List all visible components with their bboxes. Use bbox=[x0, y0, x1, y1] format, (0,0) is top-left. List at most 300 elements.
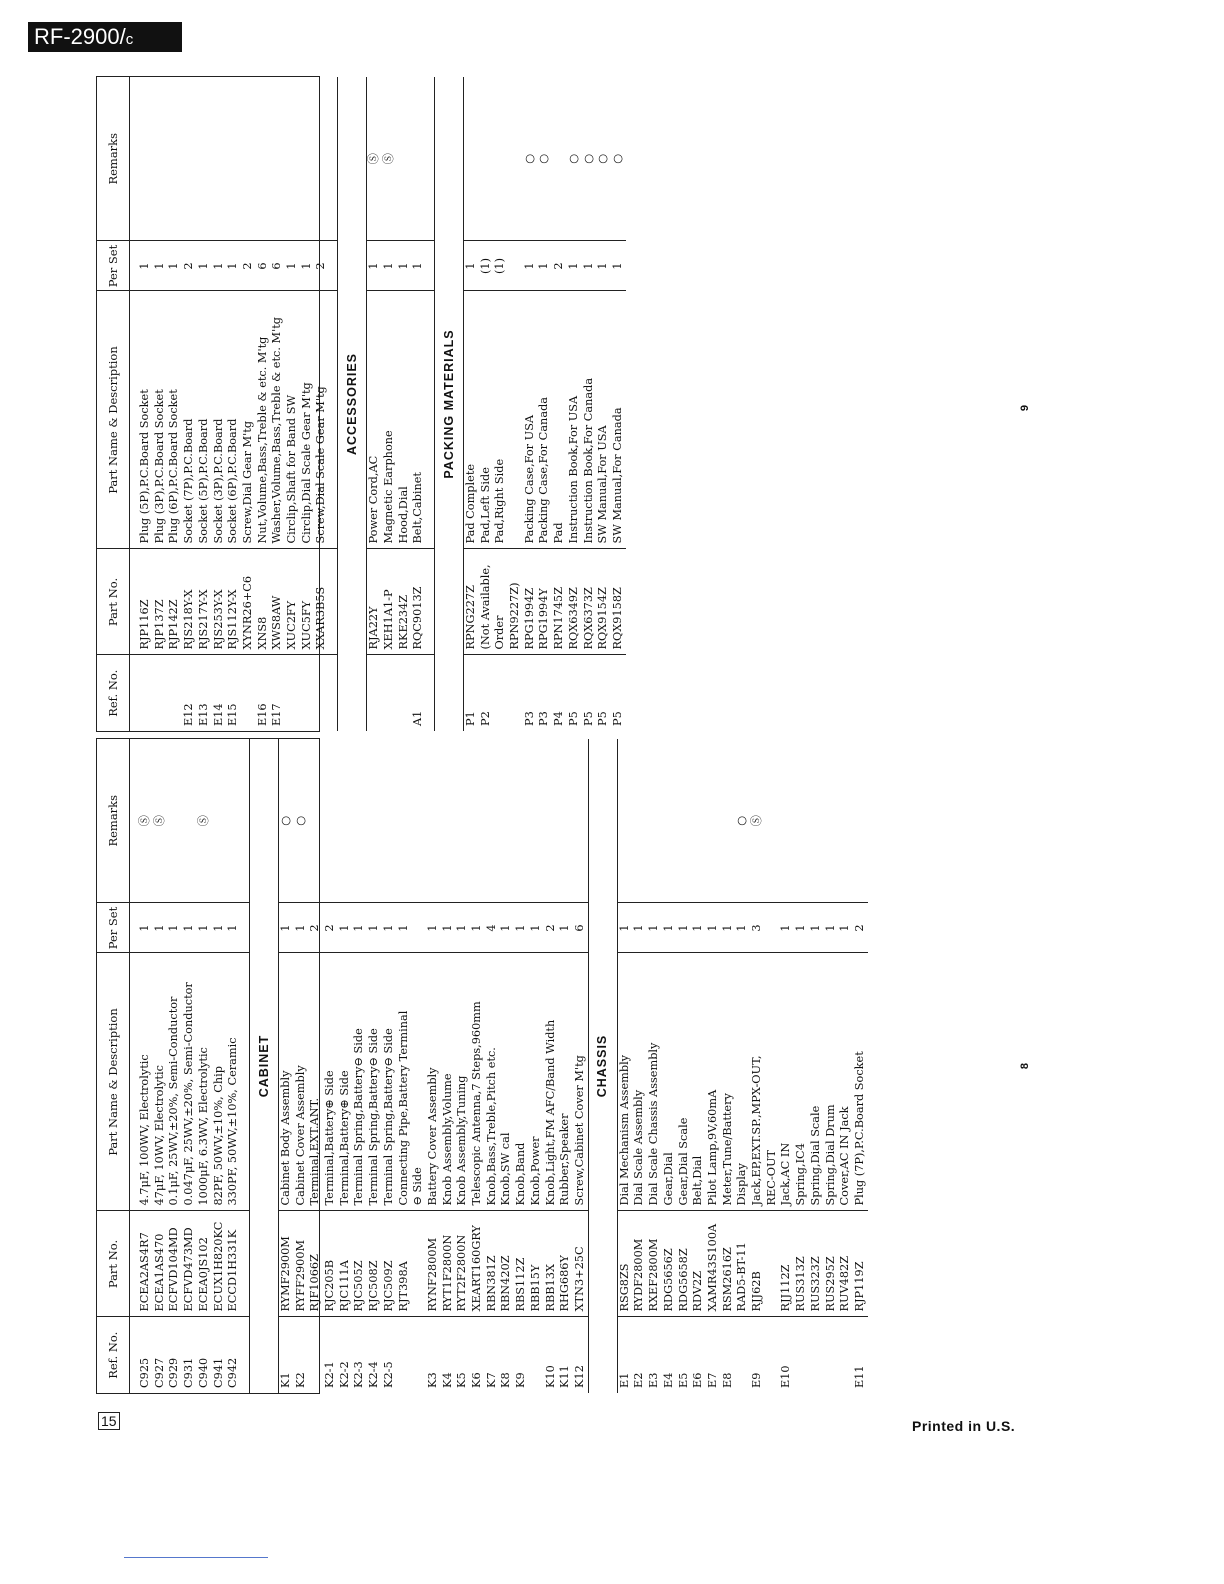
spacer-cell bbox=[329, 291, 338, 549]
part-no-cell: RQC9013Z bbox=[411, 549, 426, 655]
description-cell: Knob,SW cal bbox=[499, 953, 514, 1211]
part-no-cell: RHG686Y bbox=[558, 1211, 573, 1317]
description-cell: Knob,Light,FM AFC/Band Width bbox=[544, 953, 559, 1211]
ref-cell bbox=[241, 655, 256, 731]
description-cell: Plug (5P),P.C.Board Socket bbox=[138, 291, 153, 549]
ref-cell bbox=[300, 655, 315, 731]
remarks-cell bbox=[485, 739, 500, 903]
part-no-cell: RDG5658Z bbox=[677, 1211, 692, 1317]
part-no-cell: RJS112Y-X bbox=[226, 549, 241, 655]
ref-cell: E13 bbox=[197, 655, 212, 731]
part-no-cell: RJP137Z bbox=[153, 549, 168, 655]
per-set-cell: 1 bbox=[470, 903, 485, 953]
ref-cell bbox=[367, 655, 382, 731]
per-set-cell: 1 bbox=[611, 241, 626, 291]
per-set-cell: 1 bbox=[558, 903, 573, 953]
table-row bbox=[853, 739, 868, 1393]
left-parts-panel bbox=[96, 738, 866, 1394]
description-cell: Power Cord,AC bbox=[367, 291, 382, 549]
page-box: 15 bbox=[98, 1412, 120, 1430]
spacer-cell bbox=[130, 903, 139, 953]
description-cell: Knob,Band bbox=[514, 953, 529, 1211]
part-no-cell: ECUX1H820KC bbox=[212, 1211, 227, 1317]
description-cell: Terminal Spring,Battery⊖ Side bbox=[352, 953, 367, 1211]
ref-cell bbox=[167, 655, 182, 731]
remarks-cell bbox=[308, 739, 323, 903]
per-set-cell: 1 bbox=[300, 241, 315, 291]
description-cell: Instruction Book,For Canada bbox=[582, 291, 597, 549]
remarks-cell: ○ bbox=[566, 153, 580, 164]
part-no-cell: RJC508Z bbox=[367, 1211, 382, 1317]
table-row bbox=[226, 739, 241, 1393]
description-cell: ⊖ Side bbox=[411, 953, 426, 1211]
description-cell: Screw,Cabinet Cover M'tg bbox=[573, 953, 588, 1211]
col-part: Part No. bbox=[97, 549, 130, 655]
table-row bbox=[750, 739, 765, 1393]
ref-cell bbox=[285, 655, 300, 731]
description-cell: 330PF, 50WV,±10%, Ceramic bbox=[226, 953, 241, 1211]
description-cell: Pad,Right Side bbox=[493, 291, 508, 549]
description-cell: Spring,Dial Scale bbox=[809, 953, 824, 1211]
per-set-cell: 1 bbox=[691, 903, 706, 953]
spacer-row bbox=[426, 77, 435, 731]
per-set-cell: 1 bbox=[226, 903, 241, 953]
ref-cell: E17 bbox=[270, 655, 285, 731]
part-no-cell: RUV482Z bbox=[838, 1211, 853, 1317]
ref-cell: E10 bbox=[779, 1317, 794, 1393]
ref-cell: P5 bbox=[567, 655, 582, 731]
divider-line bbox=[124, 1557, 268, 1558]
table-row bbox=[582, 77, 597, 731]
remarks-cell bbox=[809, 739, 824, 903]
remarks-cell: ○ bbox=[735, 815, 749, 826]
remarks-cell: ○ bbox=[581, 153, 595, 164]
description-cell: Terminal Spring,Battery⊖ Side bbox=[367, 953, 382, 1211]
description-cell: Socket (6P),P.C.Board bbox=[226, 291, 241, 549]
remarks-cell bbox=[463, 77, 478, 241]
part-no-cell: RJS218Y-X bbox=[182, 549, 197, 655]
remarks-cell bbox=[552, 77, 567, 241]
ref-cell: E5 bbox=[677, 1317, 692, 1393]
description-cell: Socket (5P),P.C.Board bbox=[197, 291, 212, 549]
col-remarks: Remarks bbox=[97, 739, 130, 903]
ref-cell bbox=[308, 1317, 323, 1393]
spacer-cell bbox=[241, 1317, 250, 1393]
part-no-cell: RJC111A bbox=[338, 1211, 353, 1317]
model-header: RF-2900/c bbox=[28, 22, 182, 52]
per-set-cell: 1 bbox=[721, 903, 736, 953]
part-no-cell: RJP116Z bbox=[138, 549, 153, 655]
part-no-cell: RPG1994Y bbox=[537, 549, 552, 655]
description-cell: Nut,Volume,Bass,Treble & etc. M'tg bbox=[256, 291, 271, 549]
ref-cell: K2-4 bbox=[367, 1317, 382, 1393]
spacer-cell bbox=[130, 739, 139, 903]
part-no-cell: XXAR3B5S bbox=[314, 549, 329, 655]
part-no-cell: RYFF2900M bbox=[294, 1211, 309, 1317]
description-cell: Gear,Dial bbox=[662, 953, 677, 1211]
description-cell: Battery Cover Assembly bbox=[426, 953, 441, 1211]
description-cell: 0.1μF, 25WV,±20%, Semi-Conductor bbox=[167, 953, 182, 1211]
description-cell: Jack,AC IN bbox=[779, 953, 794, 1211]
spacer-row bbox=[130, 77, 139, 731]
remarks-cell bbox=[153, 77, 168, 241]
per-set-cell: 1 bbox=[523, 241, 538, 291]
spacer-cell bbox=[329, 549, 338, 655]
ref-cell: P3 bbox=[523, 655, 538, 731]
part-no-cell: RYT2F2800N bbox=[455, 1211, 470, 1317]
table-row bbox=[508, 77, 523, 731]
part-no-cell: RDV2Z bbox=[691, 1211, 706, 1317]
table-row bbox=[691, 739, 706, 1393]
ref-cell: K11 bbox=[558, 1317, 573, 1393]
part-no-cell: RKE234Z bbox=[397, 549, 412, 655]
table-row bbox=[573, 739, 588, 1393]
per-set-cell: 1 bbox=[212, 903, 227, 953]
table-row bbox=[824, 739, 839, 1393]
ref-cell bbox=[153, 655, 168, 731]
per-set-cell: 1 bbox=[226, 241, 241, 291]
table-row bbox=[632, 739, 647, 1393]
ref-cell: P5 bbox=[611, 655, 626, 731]
remarks-cell bbox=[300, 77, 315, 241]
remarks-cell: ○ bbox=[537, 153, 551, 164]
description-cell: Belt,Dial bbox=[691, 953, 706, 1211]
per-set-cell bbox=[411, 903, 426, 953]
part-no-cell: XUC2FY bbox=[285, 549, 300, 655]
per-set-cell: 1 bbox=[794, 903, 809, 953]
table-row bbox=[558, 739, 573, 1393]
per-set-cell: (1) bbox=[479, 241, 494, 291]
table-row bbox=[779, 739, 794, 1393]
remarks-cell bbox=[167, 739, 182, 903]
remarks-cell bbox=[212, 739, 227, 903]
ref-cell: P2 bbox=[479, 655, 494, 731]
table-row bbox=[323, 739, 338, 1393]
per-set-cell: 4 bbox=[485, 903, 500, 953]
remarks-cell bbox=[411, 77, 426, 241]
part-no-cell: RJC505Z bbox=[352, 1211, 367, 1317]
ref-cell: P4 bbox=[552, 655, 567, 731]
table-row bbox=[382, 77, 397, 731]
part-no-cell: ECCD1H331K bbox=[226, 1211, 241, 1317]
per-set-cell: 1 bbox=[779, 903, 794, 953]
spacer-cell bbox=[426, 655, 435, 731]
spacer-cell bbox=[241, 739, 250, 903]
part-no-cell: (Not Available, bbox=[479, 549, 494, 655]
spacer-cell bbox=[241, 1211, 250, 1317]
remarks-cell: ○ bbox=[522, 153, 536, 164]
table-row bbox=[677, 739, 692, 1393]
ref-cell bbox=[493, 655, 508, 731]
per-set-cell: 1 bbox=[285, 241, 300, 291]
spacer-cell bbox=[130, 549, 139, 655]
description-cell: Plug (7P),P.C.Board Socket bbox=[853, 953, 868, 1211]
remarks-cell: ○ bbox=[278, 815, 292, 826]
section-title: CABINET bbox=[249, 739, 278, 1393]
ref-cell bbox=[735, 1317, 750, 1393]
per-set-cell: 2 bbox=[308, 903, 323, 953]
ref-cell: P3 bbox=[537, 655, 552, 731]
page-number-right: 9 bbox=[1019, 404, 1032, 412]
part-no-cell: RYDF2800M bbox=[632, 1211, 647, 1317]
ref-cell bbox=[794, 1317, 809, 1393]
printed-in: Printed in U.S. bbox=[912, 1418, 1016, 1434]
spacer-cell bbox=[426, 291, 435, 549]
description-cell: Hood,Dial bbox=[397, 291, 412, 549]
table-row bbox=[241, 77, 256, 731]
description-cell: Rubber,Speaker bbox=[558, 953, 573, 1211]
col-desc: Part Name & Description bbox=[97, 291, 130, 549]
per-set-cell: 1 bbox=[382, 241, 397, 291]
per-set-cell bbox=[765, 903, 780, 953]
table-row bbox=[721, 739, 736, 1393]
table-row bbox=[138, 739, 153, 1393]
per-set-cell: 1 bbox=[338, 903, 353, 953]
per-set-cell: 2 bbox=[552, 241, 567, 291]
part-no-cell: XNS8 bbox=[256, 549, 271, 655]
description-cell: Packing Case,For Canada bbox=[537, 291, 552, 549]
per-set-cell: 1 bbox=[153, 241, 168, 291]
col-remarks: Remarks bbox=[97, 77, 130, 241]
table-row bbox=[479, 77, 494, 731]
ref-cell: K7 bbox=[485, 1317, 500, 1393]
section-chassis bbox=[588, 739, 617, 1393]
ref-cell: K1 bbox=[278, 1317, 293, 1393]
per-set-cell: 1 bbox=[567, 241, 582, 291]
description-cell: Belt,Cabinet bbox=[411, 291, 426, 549]
table-row bbox=[596, 77, 611, 731]
part-no-cell: RUS313Z bbox=[794, 1211, 809, 1317]
parts-table-right bbox=[97, 77, 626, 731]
remarks-cell bbox=[508, 77, 523, 241]
per-set-cell: 1 bbox=[838, 903, 853, 953]
part-no-cell: RJS253Y-X bbox=[212, 549, 227, 655]
ref-cell: E16 bbox=[256, 655, 271, 731]
table-row bbox=[382, 739, 397, 1393]
remarks-cell bbox=[212, 77, 227, 241]
per-set-cell: 1 bbox=[582, 241, 597, 291]
part-no-cell: RPN1745Z bbox=[552, 549, 567, 655]
remarks-cell bbox=[706, 739, 721, 903]
description-cell bbox=[508, 291, 523, 549]
table-row bbox=[537, 77, 552, 731]
per-set-cell: 1 bbox=[441, 903, 456, 953]
per-set-cell: 1 bbox=[647, 903, 662, 953]
per-set-cell bbox=[508, 241, 523, 291]
table-row bbox=[838, 739, 853, 1393]
remarks-cell bbox=[167, 77, 182, 241]
part-no-cell: RSM2616Z bbox=[721, 1211, 736, 1317]
remarks-cell bbox=[573, 739, 588, 903]
description-cell: Pad bbox=[552, 291, 567, 549]
ref-cell: E11 bbox=[853, 1317, 868, 1393]
per-set-cell: 6 bbox=[270, 241, 285, 291]
description-cell: Meter,Tune/Battery bbox=[721, 953, 736, 1211]
per-set-cell: 1 bbox=[514, 903, 529, 953]
per-set-cell: 1 bbox=[824, 903, 839, 953]
spacer-cell bbox=[329, 655, 338, 731]
ref-cell: E2 bbox=[632, 1317, 647, 1393]
ref-cell: E6 bbox=[691, 1317, 706, 1393]
description-cell: 1000μF, 6.3WV, Electrolytic bbox=[197, 953, 212, 1211]
table-row bbox=[441, 739, 456, 1393]
part-no-cell: RJF1066Z bbox=[308, 1211, 323, 1317]
description-cell: Spring,IC4 bbox=[794, 953, 809, 1211]
description-cell: Cover,AC IN Jack bbox=[838, 953, 853, 1211]
part-no-cell: RYMF2900M bbox=[278, 1211, 293, 1317]
page-number-left: 8 bbox=[1019, 1062, 1032, 1070]
description-cell: Connecting Pipe,Battery Terminal bbox=[397, 953, 412, 1211]
per-set-cell: 1 bbox=[596, 241, 611, 291]
remarks-cell bbox=[397, 77, 412, 241]
remarks-cell bbox=[226, 739, 241, 903]
description-cell: Cabinet Body Assembly bbox=[278, 953, 293, 1211]
remarks-cell: Ⓢ bbox=[138, 815, 151, 827]
description-cell: REC-OUT bbox=[765, 953, 780, 1211]
remarks-cell bbox=[529, 739, 544, 903]
part-no-cell: XTN3+25C bbox=[573, 1211, 588, 1317]
table-row bbox=[647, 739, 662, 1393]
part-no-cell: RQX6349Z bbox=[567, 549, 582, 655]
per-set-cell: 1 bbox=[463, 241, 478, 291]
table-row bbox=[552, 77, 567, 731]
remarks-cell bbox=[182, 739, 197, 903]
description-cell: Terminal Spring,Battery⊖ Side bbox=[382, 953, 397, 1211]
ref-cell: C941 bbox=[212, 1317, 227, 1393]
table-row bbox=[529, 739, 544, 1393]
table-row bbox=[138, 77, 153, 731]
part-no-cell: XUC5FY bbox=[300, 549, 315, 655]
table-row bbox=[426, 739, 441, 1393]
description-cell: SW Manual,For Canada bbox=[611, 291, 626, 549]
part-no-cell: ECEA1AS470 bbox=[153, 1211, 168, 1317]
description-cell: Knob Assembly,Tuning bbox=[455, 953, 470, 1211]
remarks-cell bbox=[558, 739, 573, 903]
spacer-row bbox=[241, 739, 250, 1393]
remarks-cell bbox=[352, 739, 367, 903]
table-row bbox=[493, 77, 508, 731]
per-set-cell: 1 bbox=[617, 903, 632, 953]
part-no-cell: RYT1F2800N bbox=[441, 1211, 456, 1317]
description-cell: Dial Scale Assembly bbox=[632, 953, 647, 1211]
remarks-cell bbox=[241, 77, 256, 241]
description-cell: Packing Case,For USA bbox=[523, 291, 538, 549]
ref-cell bbox=[382, 655, 397, 731]
ref-cell: K10 bbox=[544, 1317, 559, 1393]
description-cell: Pad Complete bbox=[463, 291, 478, 549]
part-no-cell: RJJ62B bbox=[750, 1211, 765, 1317]
section-title: ACCESSORIES bbox=[338, 77, 367, 731]
table-row bbox=[300, 77, 315, 731]
table-row bbox=[182, 739, 197, 1393]
ref-cell: K2-2 bbox=[338, 1317, 353, 1393]
spacer-row bbox=[329, 77, 338, 731]
remarks-cell bbox=[256, 77, 271, 241]
table-row bbox=[212, 739, 227, 1393]
part-no-cell: XEH1A1-P bbox=[382, 549, 397, 655]
remarks-cell bbox=[779, 739, 794, 903]
ref-cell: P1 bbox=[463, 655, 478, 731]
ref-cell: C931 bbox=[182, 1317, 197, 1393]
per-set-cell: 2 bbox=[323, 903, 338, 953]
ref-cell bbox=[397, 655, 412, 731]
remarks-cell bbox=[197, 77, 212, 241]
part-no-cell: ECFVD473MD bbox=[182, 1211, 197, 1317]
per-set-cell: 1 bbox=[382, 903, 397, 953]
remarks-cell bbox=[824, 739, 839, 903]
per-set-cell: 1 bbox=[367, 241, 382, 291]
remarks-cell bbox=[470, 739, 485, 903]
remarks-cell bbox=[479, 77, 494, 241]
ref-cell bbox=[508, 655, 523, 731]
per-set-cell: 1 bbox=[706, 903, 721, 953]
table-row bbox=[270, 77, 285, 731]
ref-cell: K2-3 bbox=[352, 1317, 367, 1393]
remarks-cell: ○ bbox=[596, 153, 610, 164]
description-cell: Jack,EP,EXT.SP.,MPX-OUT, bbox=[750, 953, 765, 1211]
table-row bbox=[411, 77, 426, 731]
section-packing bbox=[434, 77, 463, 731]
remarks-cell bbox=[677, 739, 692, 903]
ref-cell: E3 bbox=[647, 1317, 662, 1393]
ref-cell bbox=[765, 1317, 780, 1393]
table-row bbox=[352, 739, 367, 1393]
description-cell: Plug (6P),P.C.Board Socket bbox=[167, 291, 182, 549]
per-set-cell: 1 bbox=[352, 903, 367, 953]
description-cell: Circlip,Dial Scale Gear M'tg bbox=[300, 291, 315, 549]
table-row bbox=[470, 739, 485, 1393]
remarks-cell bbox=[397, 739, 412, 903]
description-cell: Screw,Dial Scale Gear M'tg bbox=[314, 291, 329, 549]
part-no-cell: RPNG227Z bbox=[463, 549, 478, 655]
part-no-cell: RJP119Z bbox=[853, 1211, 868, 1317]
part-no-cell bbox=[411, 1211, 426, 1317]
remarks-cell bbox=[226, 77, 241, 241]
part-no-cell: RYNF2800M bbox=[426, 1211, 441, 1317]
part-no-cell: RJJ112Z bbox=[779, 1211, 794, 1317]
part-no-cell: RSG8ZS bbox=[617, 1211, 632, 1317]
part-no-cell: RDG5656Z bbox=[662, 1211, 677, 1317]
table-row bbox=[463, 77, 478, 731]
spacer-cell bbox=[241, 903, 250, 953]
remarks-cell bbox=[794, 739, 809, 903]
remarks-cell: Ⓢ bbox=[367, 153, 381, 165]
description-cell: Knob,Power bbox=[529, 953, 544, 1211]
ref-cell: K5 bbox=[455, 1317, 470, 1393]
remarks-cell bbox=[382, 739, 397, 903]
ref-cell: A1 bbox=[411, 655, 426, 731]
remarks-cell bbox=[691, 739, 706, 903]
description-cell: Pad,Left Side bbox=[479, 291, 494, 549]
remarks-cell bbox=[314, 77, 329, 241]
table-row bbox=[485, 739, 500, 1393]
ref-cell bbox=[809, 1317, 824, 1393]
part-no-cell: RJP142Z bbox=[167, 549, 182, 655]
remarks-cell bbox=[285, 77, 300, 241]
part-no-cell: RQX9154Z bbox=[596, 549, 611, 655]
ref-cell: K9 bbox=[514, 1317, 529, 1393]
table-row bbox=[367, 739, 382, 1393]
spacer-cell bbox=[329, 77, 338, 241]
remarks-cell bbox=[544, 739, 559, 903]
table-row bbox=[617, 739, 632, 1393]
col-desc: Part Name & Description bbox=[97, 953, 130, 1211]
remarks-cell bbox=[765, 739, 780, 903]
remarks-cell: Ⓢ bbox=[196, 815, 210, 827]
table-row bbox=[153, 77, 168, 731]
description-cell: 4.7μF, 100WV, Electrolytic bbox=[138, 953, 153, 1211]
ref-cell: E7 bbox=[706, 1317, 721, 1393]
